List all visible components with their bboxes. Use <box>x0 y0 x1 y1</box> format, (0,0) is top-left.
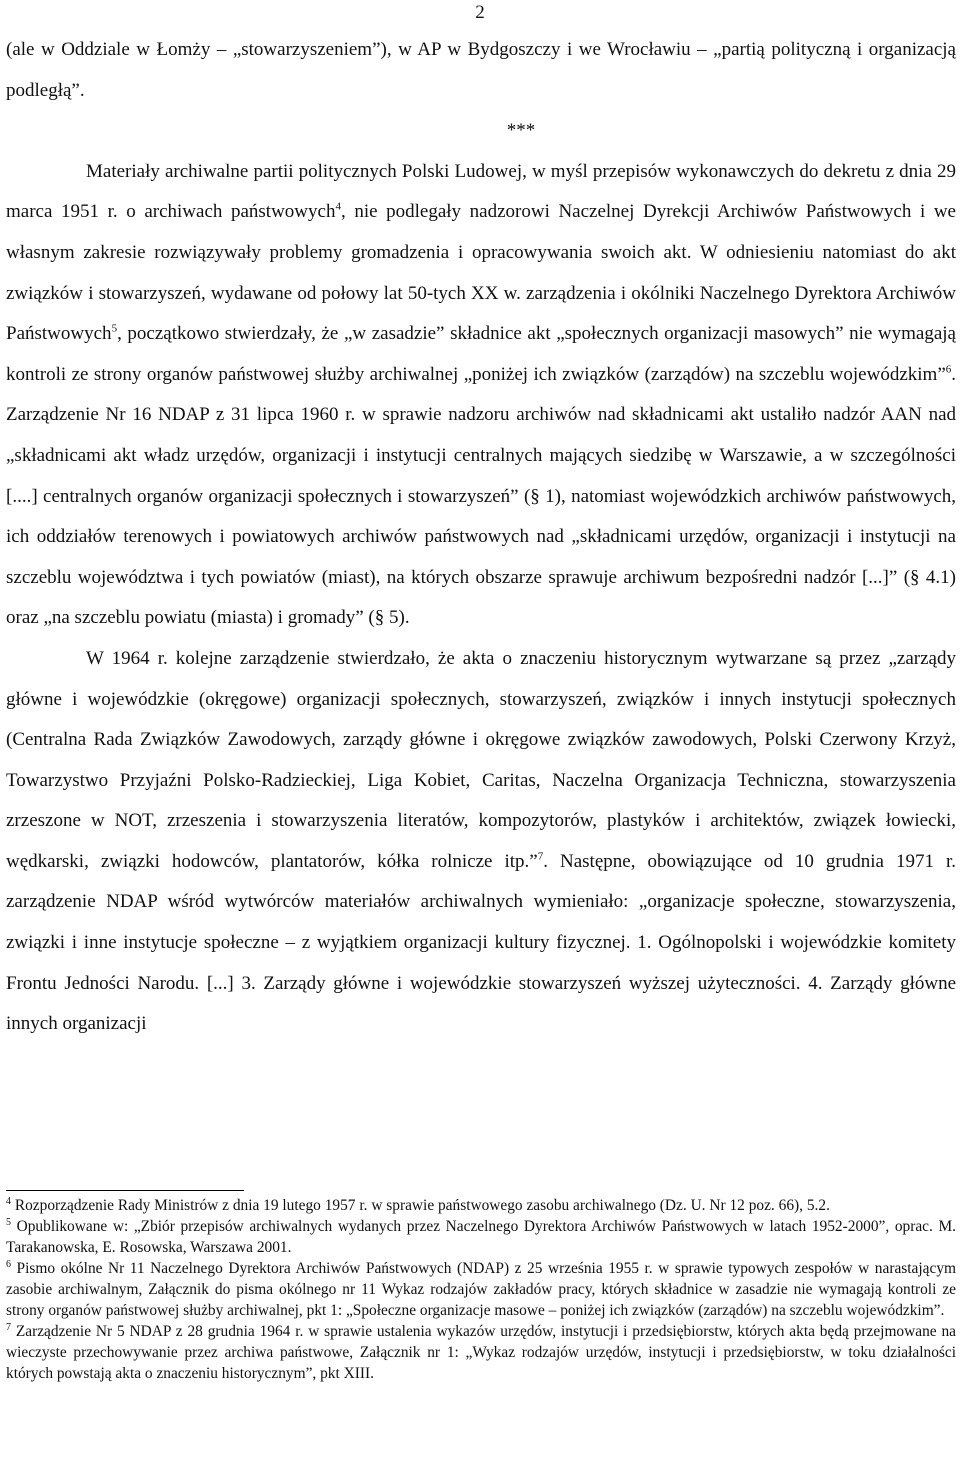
footnote-ref-7[interactable]: 7 <box>537 850 544 863</box>
footnote-number: 4 <box>6 1195 11 1207</box>
paragraph-1964 <box>6 639 956 1045</box>
text-segment: , nie podlegały nadzorowi Naczelnej Dyrekcji Archiwów Państwowych i we własnym zakresie rozwiązywały problemy gromadzenia i opracowywania swoich akt. W odniesieniu natomiast do akt związków i stowarzyszeń, wydawane od połowy lat 50-tych XX w. zarządzenia i okólniki Naczelnego Dyrektora Archiwów Państwowych <box>6 201 956 345</box>
footnote-6 <box>6 1258 956 1321</box>
section-separator: *** <box>506 120 536 142</box>
text-segment: . Następne, obowiązujące od 10 grudnia 1971 r. zarządzenie NDAP wśród wytwórców materiałów archiwalnych wymieniało: „organizacje społeczne, stowarzyszenia, związki i inne instytucje społeczne – z wyjątkiem organizacji kultury fizycznej. 1. Ogólnopolski i wojewódzkie komitety Frontu Jedności Narodu. [...] 3. Zarządy główne i wojewódzkie stowarzyszeń wyższej użyteczności. 4. Zarządy główne innych organizacji <box>6 850 956 1035</box>
footnote-7 <box>6 1321 956 1384</box>
footnote-number: 5 <box>6 1216 11 1228</box>
footnote-number: 6 <box>6 1258 11 1270</box>
footnote-ref-5[interactable]: 5 <box>111 322 118 335</box>
footnote-number: 7 <box>6 1321 11 1333</box>
footnote-4 <box>6 1195 956 1216</box>
footnote-text: Rozporządzenie Rady Ministrów z dnia 19 lutego 1957 r. w sprawie państwowego zasobu archiwalnego (Dz. U. Nr 12 poz. 66), 5.2. <box>11 1197 830 1214</box>
footnote-text: Opublikowane w: „Zbiór przepisów archiwalnych wydanych przez Naczelnego Dyrektora Archiwów Państwowych w latach 1952-2000”, oprac. M. Tarakanowska, E. Rosowska, Warszawa 2001. <box>6 1218 956 1256</box>
footnote-divider <box>6 1190 244 1191</box>
footnote-text: Zarządzenie Nr 5 NDAP z 28 grudnia 1964 r. w sprawie ustalenia wykazów urzędów, instytucji i przedsiębiorstw, których akta będą przejmowane na wieczyste przechowywanie przez archiwa państwowe, Załącznik nr 1: „Wykaz rodzajów urzędów, instytucji i przedsiębiorstw, w toku działalności których powstają akta o znaczeniu historycznym”, pkt XIII. <box>6 1323 956 1382</box>
text-segment: , początkowo stwierdzały, że „w zasadzie” składnice akt „społecznych organizacji masowych” nie wymagają kontroli ze strony organów państwowej służby archiwalnej „poniżej ich związków (zarządów) na szczeblu wojewódzkim” <box>6 323 956 385</box>
paragraph-continuation: (ale w Oddziale w Łomży – „stowarzyszeniem”), w AP w Bydgoszczy i we Wrocławiu – „partią polityczną i organizacją podległą”. <box>6 39 956 101</box>
footnote-ref-6[interactable]: 6 <box>945 363 952 376</box>
footnote-5 <box>6 1216 956 1258</box>
text-segment: W 1964 r. kolejne zarządzenie stwierdzało, że akta o znaczeniu historycznym wytwarzane są przez „zarządy główne i wojewódzkie (okręgowe) organizacji społecznych, stowarzyszeń, związków i innych instytucji społecznych (Centralna Rada Związków Zawodowych, zarządy główne i okręgowe związków zawodowych, Polski Czerwony Krzyż, Towarzystwo Przyjaźni Polsko-Radzieckiej, Liga Kobiet, Caritas, Naczelna Organizacja Techniczna, stowarzyszenia zrzeszone w NOT, zrzeszenia i stowarzyszenia literatów, kompozytorów, plastyków i architektów, związek łowiecki, wędkarski, związki hodowców, plantatorów, kółka rolnicze itp.” <box>6 647 956 872</box>
text-segment: Materiały archiwalne partii politycznych Polski Ludowej, w myśl przepisów wykonawczych do dekretu z dnia 29 marca 1951 r. o archiwach państwowych <box>6 160 956 223</box>
footnote-ref-4[interactable]: 4 <box>335 201 341 214</box>
page-number: 2 <box>475 2 485 23</box>
body-text <box>6 30 956 1045</box>
footnotes <box>6 1195 956 1384</box>
text-segment: . Zarządzenie Nr 16 NDAP z 31 lipca 1960 r. w sprawie nadzoru archiwów nad składnicami akt ustaliło nadzór AAN nad „składnicami akt władz urzędów, organizacji i instytucji centralnych mających siedzibę w Warszawie, a w szczególności [....] centralnych organów organizacji społecznych i stowarzyszeń” (§ 1), natomiast wojewódzkich archiwów państwowych, ich oddziałów terenowych i powiatowych archiwów państwowych nad „składnicami urzędów, organizacji i instytucji na szczeblu województwa i tych powiatów (miast), na których obszarze sprawuje archiwum bezpośredni nadzór [...]” (§ 4.1) oraz „na szczeblu powiatu (miasta) i gromady” (§ 5). <box>6 363 956 629</box>
footnote-text: Pismo okólne Nr 11 Naczelnego Dyrektora Archiwów Państwowych (NDAP) z 25 września 1955 r. w sprawie typowych zespołów w narastającym zasobie archiwalnym, Załącznik do pisma okólnego nr 11 Wykaz rodzajów zakładów pracy, których składnice w zasadzie nie wymagają kontroli ze strony organów państwowej służby archiwalnej, pkt 1: „Społeczne organizacje masowe – poniżej ich związków (zarządów) na szczeblu wojewódzkim”. <box>6 1260 956 1319</box>
paragraph-materials <box>6 152 956 639</box>
